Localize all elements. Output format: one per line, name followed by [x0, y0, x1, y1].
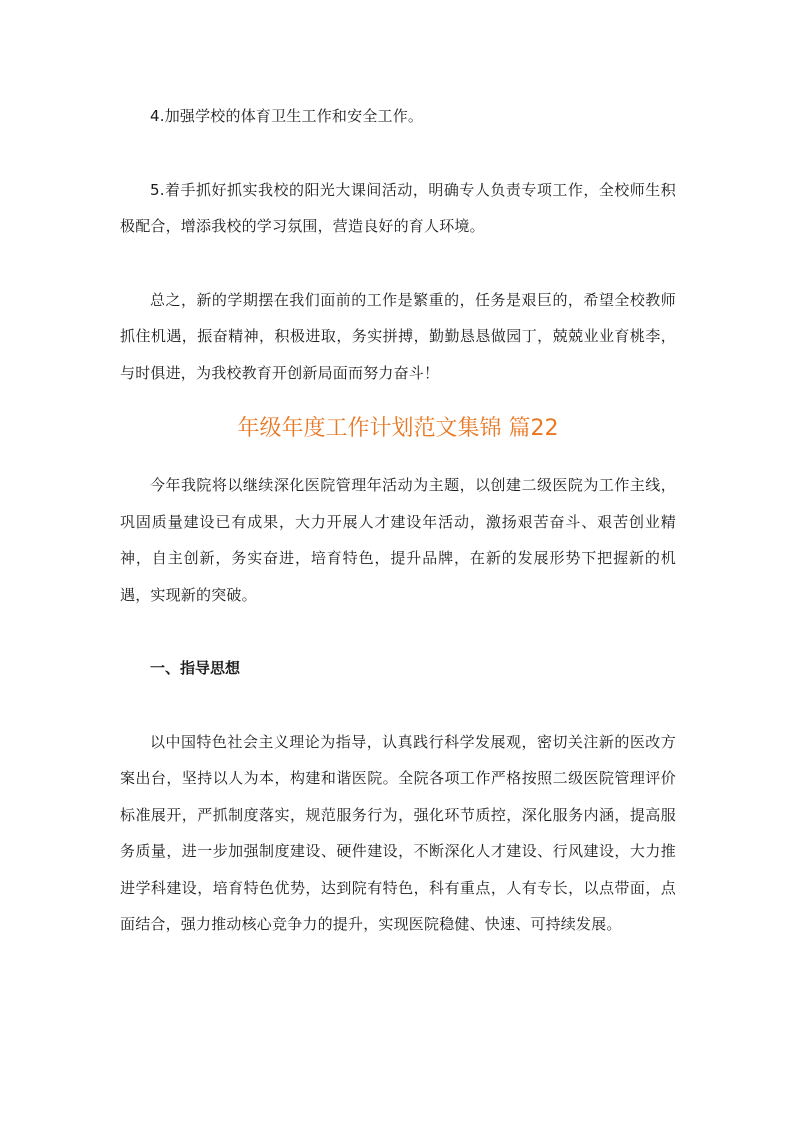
paragraph-item-5: 5.着手抓好抓实我校的阳光大课间活动，明确专人负责专项工作，全校师生积极配合，增添我校的学习氛围，营造良好的育人环境。	[120, 180, 676, 235]
spacer	[120, 391, 676, 411]
spacer	[120, 613, 676, 650]
section-title: 年级年度工作计划范文集锦 篇22	[237, 416, 559, 441]
paragraph-item-4: 4.加强学校的体育卫生工作和安全工作。	[150, 107, 424, 125]
spacer	[120, 135, 676, 172]
subheading-guiding-ideology: 一、指导思想	[150, 659, 241, 677]
spacer	[120, 687, 676, 724]
intro-paragraph: 今年我院将以继续深化医院管理年活动为主题，以创建二级医院为工作主线，巩固质量建设已有成果，大力开展人才建设年活动，激扬艰苦奋斗、艰苦创业精神，自主创新，务实奋进，培育特色，提升品牌，在新的发展形势下把握新的机遇，实现新的突破。	[120, 476, 676, 604]
spacer	[120, 447, 676, 467]
paragraph-conclusion: 总之，新的学期摆在我们面前的工作是繁重的，任务是艰巨的，希望全校教师抓住机遇，振奋精神，积极进取，务实拼搏，勤勤恳恳做园丁，兢兢业业育桃李，与时俱进，为我校教育开创新局面而努力奋斗！	[120, 290, 676, 382]
document-body	[120, 98, 676, 943]
spacer	[120, 245, 676, 282]
guiding-paragraph: 以中国特色社会主义理论为指导，认真践行科学发展观，密切关注新的医改方案出台，坚持以人为本，构建和谐医院。全院各项工作严格按照二级医院管理评价标准展开，严抓制度落实，规范服务行为，强化环节质控，深化服务内涵，提高服务质量，进一步加强制度建设、硬件建设，不断深化人才建设、行风建设，大力推进学科建设，培育特色优势，达到院有特色，科有重点，人有专长，以点带面，点面结合，强力推动核心竞争力的提升，实现医院稳健、快速、可持续发展。	[120, 732, 676, 933]
